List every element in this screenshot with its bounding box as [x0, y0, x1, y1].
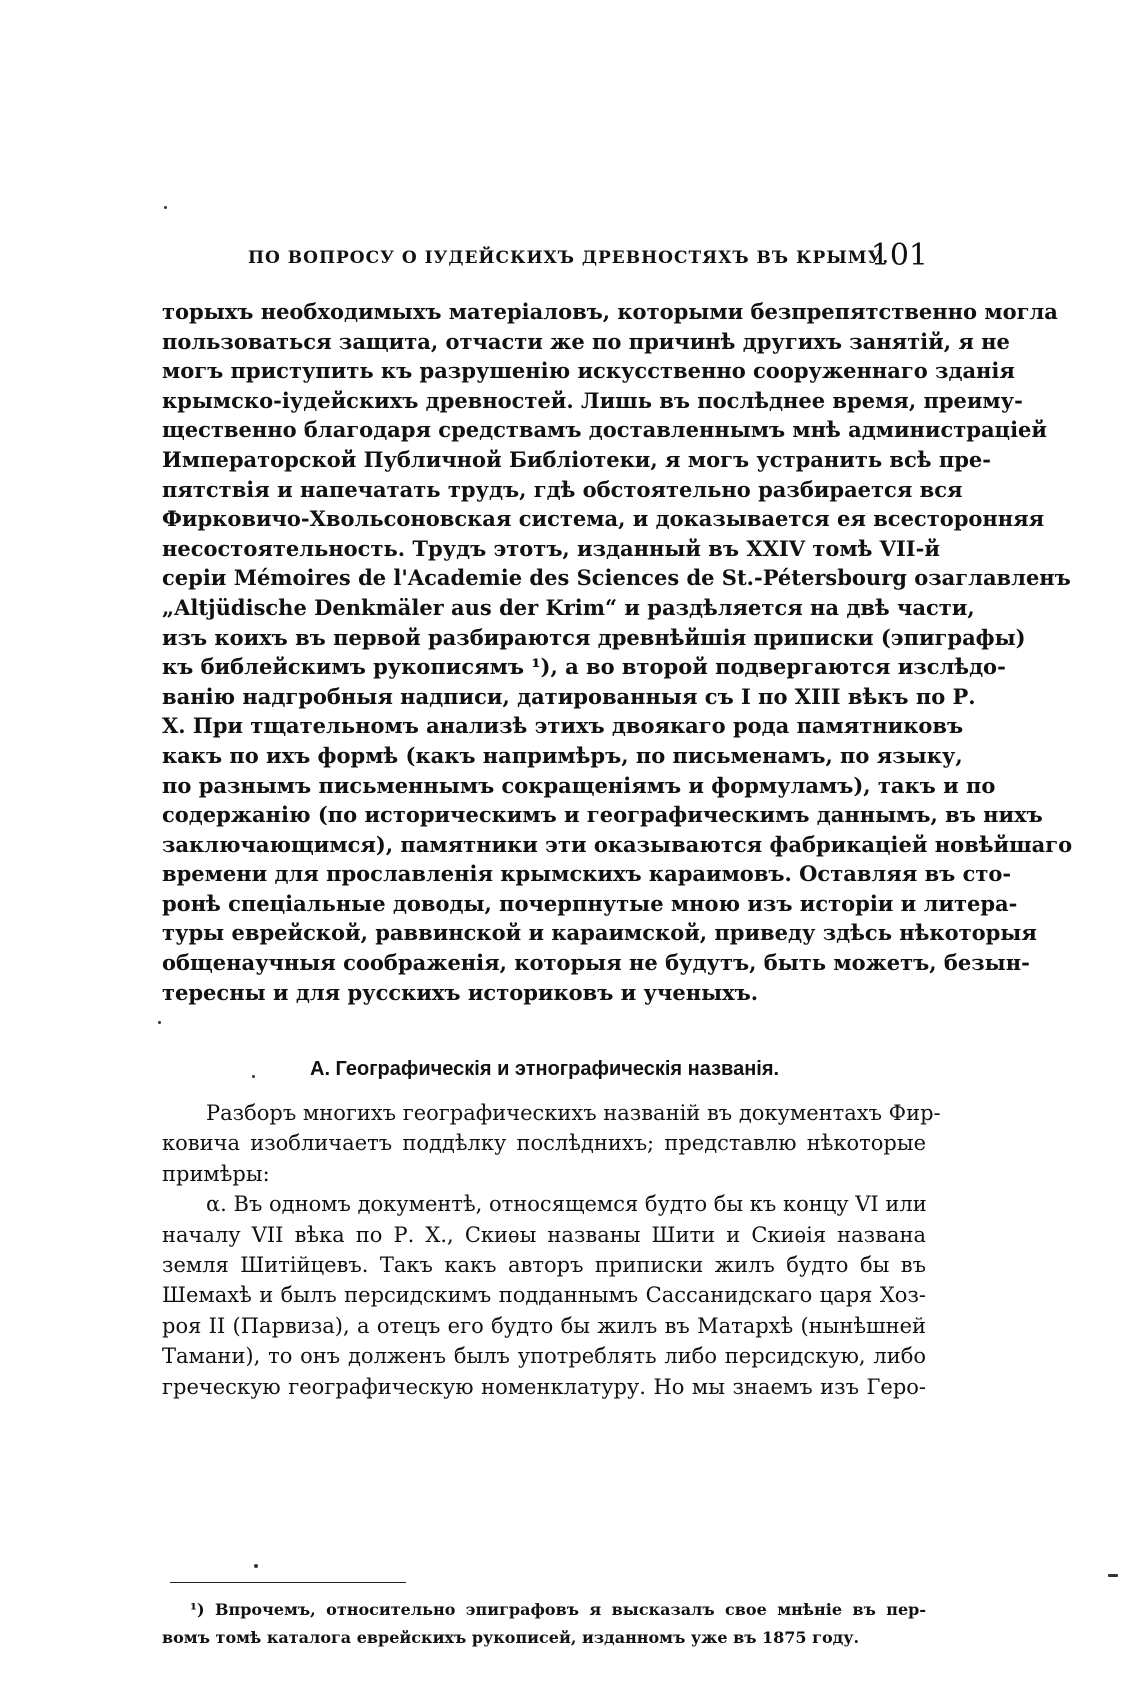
- text-line: роя II (Парвиза), а отецъ его будто бы жилъ въ Матархѣ (нынѣшней: [162, 1313, 926, 1338]
- text-line: общенаучныя соображенія, которыя не будутъ, быть можетъ, безын-: [162, 950, 1030, 976]
- text-line: Тамани), то онъ долженъ былъ употреблять либо персидскую, либо: [162, 1344, 926, 1369]
- text-line: ронѣ спеціальные доводы, почерпнутые мною изъ исторіи и литера-: [162, 890, 1018, 916]
- text-line: Шемахѣ и былъ персидскимъ подданнымъ Сассанидскаго царя Хоз-: [162, 1283, 926, 1308]
- text-line: α. Въ одномъ документѣ, относящемся будто бы къ концу VI или: [206, 1192, 927, 1217]
- text-line: серіи Mémoires de l'Academie des Sciences de St.-Pétersbourg озаглавленъ: [162, 565, 1071, 591]
- scan-speck: [158, 1021, 161, 1024]
- text-line: „Altjüdische Denkmäler aus der Krim“ и раздѣляется на двѣ части,: [162, 594, 975, 620]
- footnote: [162, 1596, 926, 1652]
- text-line: пятствія и напечатать трудъ, гдѣ обстоятельно разбирается вся: [162, 476, 963, 502]
- text-line: изъ коихъ въ первой разбираются древнѣйшія приписки (эпиграфы): [162, 624, 1026, 650]
- text-line: ванію надгробныя надписи, датированныя съ I по XIII вѣкъ по Р.: [162, 683, 976, 709]
- text-line: пользоваться защита, отчасти же по причинѣ другихъ занятій, я не: [162, 328, 1010, 354]
- text-line: щественно благодаря средствамъ доставленнымъ мнѣ администраціей: [162, 417, 1047, 443]
- text-line: содержанію (по историческимъ и географическимъ даннымъ, въ нихъ: [162, 802, 1043, 828]
- text-line: къ библейскимъ рукописямъ ¹), а во второй подвергаются изслѣдо-: [162, 654, 1006, 680]
- text-line: Фирковичо-Хвольсоновская система, и доказывается ея всесторонняя: [162, 506, 1045, 532]
- text-line: времени для прославленія крымскихъ караимовъ. Оставляя въ сто-: [162, 861, 1012, 887]
- text-line: Х. При тщательномъ анализѣ этихъ двоякаго рода памятниковъ: [162, 713, 964, 739]
- footnote-divider: [170, 1582, 406, 1583]
- text-line: какъ по ихъ формѣ (какъ напримѣръ, по письменамъ, по языку,: [162, 742, 963, 768]
- footnote-line: вомъ томѣ каталога еврейскихъ рукописей, изданномъ уже въ 1875 году.: [162, 1628, 860, 1647]
- running-head: ПО ВОПРОСУ О ІУДЕЙСКИХЪ ДРЕВНОСТЯХЪ ВЪ КРЫМУ.: [248, 248, 890, 268]
- section-heading: А. Географическія и этнографическія названія.: [310, 1058, 780, 1080]
- text-line: туры еврейской, раввинской и караимской, приведу здѣсь нѣкоторыя: [162, 920, 1037, 946]
- text-line: торыхъ необходимыхъ матеріаловъ, которыми безпрепятственно могла: [162, 299, 1058, 324]
- scan-speck: [1108, 1574, 1118, 1577]
- paragraph-continuation: [162, 297, 1073, 1007]
- text-line: греческую географическую номенклатуру. Но мы знаемъ изъ Геро-: [162, 1374, 926, 1399]
- scan-speck: [254, 1564, 258, 1568]
- text-line: ковича изобличаетъ поддѣлку послѣднихъ; представлю нѣкоторые: [162, 1131, 926, 1156]
- text-line: по разнымъ письменнымъ сокращеніямъ и формуламъ), такъ и по: [162, 772, 996, 798]
- page-number: 101: [870, 238, 928, 273]
- text-line: Императорской Публичной Библіотеки, я могъ устранить всѣ пре-: [162, 446, 992, 472]
- text-line: крымско-іудейскихъ древностей. Лишь въ послѣднее время, преиму-: [162, 387, 1023, 413]
- text-line: Разборъ многихъ географическихъ названій въ документахъ Фир-: [206, 1101, 941, 1125]
- text-line: могъ приступить къ разрушенію искусственно сооруженнаго зданія: [162, 358, 1015, 384]
- text-line: примѣры:: [162, 1161, 270, 1186]
- text-line: заключающимся), памятники эти оказываются фабрикаціей новѣйшаго: [162, 831, 1073, 857]
- text-line: тересны и для русскихъ историковъ и ученыхъ.: [162, 979, 759, 1005]
- page-header: [248, 238, 928, 282]
- footnote-line: ¹) Впрочемъ, относительно эпиграфовъ я высказалъ свое мнѣніе въ пер-: [190, 1600, 926, 1619]
- text-line: несостоятельность. Трудъ этотъ, изданный въ XXIV томѣ VII-й: [162, 535, 940, 561]
- text-line: началу VII вѣка по Р. Х., Скиѳы названы Шити и Скиѳія названа: [162, 1222, 926, 1247]
- scan-speck: [164, 206, 167, 209]
- text-line: земля Шитійцевъ. Такъ какъ авторъ приписки жилъ будто бы въ: [162, 1252, 926, 1277]
- paragraph-section-a: [162, 1098, 941, 1402]
- scan-speck: [252, 1075, 255, 1078]
